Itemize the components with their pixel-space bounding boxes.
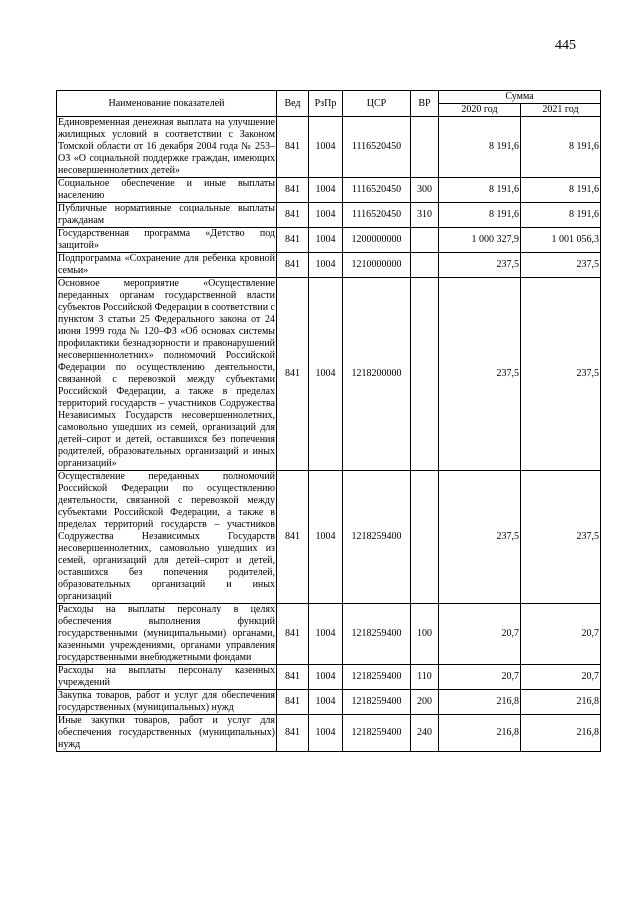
table-row (57, 604, 601, 665)
cell-ved: 841 (277, 690, 309, 715)
cell-csr: 1218259400 (343, 604, 411, 665)
cell-name: Единовременная денежная выплата на улучшение жилищных условий в соответствии с Законом Томской области от 16 декабря 2004 года № 253–ОЗ «О социальной поддержке граждан, имеющих несовершеннолетних детей» (58, 117, 275, 176)
table-row (57, 253, 601, 278)
header-sum: Сумма (439, 91, 601, 104)
cell-csr: 1218200000 (343, 278, 411, 471)
cell-sum-2021: 8 191,6 (521, 117, 601, 178)
header-name: Наименование показателей (57, 91, 277, 117)
cell-csr: 1218259400 (343, 715, 411, 752)
cell-ved: 841 (277, 178, 309, 203)
cell-vr (411, 278, 439, 471)
cell-name: Подпрограмма «Сохранение для ребенка кровной семьи» (58, 253, 275, 276)
cell-name: Государственная программа «Детство под защитой» (58, 228, 275, 251)
cell-csr: 1218259400 (343, 665, 411, 690)
cell-rzpr: 1004 (309, 278, 343, 471)
cell-sum-2021: 216,8 (521, 715, 601, 752)
cell-rzpr: 1004 (309, 690, 343, 715)
cell-sum-2021: 8 191,6 (521, 178, 601, 203)
cell-name: Осуществление переданных полномочий Российской Федерации по осуществлению деятельности, связанной с перевозкой между субъектами Российской Федерации, а также в пределах территорий государств – участников Содружества Независимых Государств несовершеннолетних, самовольно ушедших из семей, организаций для детей–сирот и детей, оставшихся без попечения родителей, образовательных организаций и иных организаций (58, 471, 275, 602)
cell-csr: 1218259400 (343, 690, 411, 715)
cell-csr: 1116520450 (343, 203, 411, 228)
table-row (57, 665, 601, 690)
cell-csr: 1116520450 (343, 178, 411, 203)
cell-vr (411, 471, 439, 604)
cell-sum-2020: 20,7 (439, 665, 521, 690)
cell-sum-2020: 237,5 (439, 471, 521, 604)
cell-rzpr: 1004 (309, 178, 343, 203)
header-year-2021: 2021 год (521, 104, 601, 117)
cell-name: Иные закупки товаров, работ и услуг для обеспечения государственных (муниципальных) нужд (58, 715, 275, 750)
cell-sum-2021: 20,7 (521, 604, 601, 665)
cell-ved: 841 (277, 715, 309, 752)
cell-sum-2020: 1 000 327,9 (439, 228, 521, 253)
table-row (57, 278, 601, 471)
header-vr: ВР (411, 91, 439, 117)
cell-sum-2020: 216,8 (439, 715, 521, 752)
table-row (57, 690, 601, 715)
cell-ved: 841 (277, 228, 309, 253)
cell-sum-2021: 8 191,6 (521, 203, 601, 228)
cell-rzpr: 1004 (309, 253, 343, 278)
cell-rzpr: 1004 (309, 715, 343, 752)
cell-ved: 841 (277, 665, 309, 690)
cell-name: Расходы на выплаты персоналу в целях обеспечения выполнения функций государственными (муниципальными) органами, казенными учреждениями, органами управления государственными внебюджетными фондами (58, 604, 275, 663)
cell-vr: 310 (411, 203, 439, 228)
header-rzpr: РзПр (309, 91, 343, 117)
cell-sum-2021: 237,5 (521, 278, 601, 471)
cell-sum-2021: 216,8 (521, 690, 601, 715)
cell-vr: 110 (411, 665, 439, 690)
cell-sum-2021: 1 001 056,3 (521, 228, 601, 253)
cell-name: Публичные нормативные социальные выплаты гражданам (58, 203, 275, 226)
table-row (57, 203, 601, 228)
cell-rzpr: 1004 (309, 117, 343, 178)
budget-table (56, 90, 601, 752)
cell-sum-2020: 237,5 (439, 278, 521, 471)
cell-ved: 841 (277, 278, 309, 471)
cell-sum-2021: 237,5 (521, 471, 601, 604)
table-row (57, 178, 601, 203)
cell-sum-2020: 8 191,6 (439, 203, 521, 228)
cell-rzpr: 1004 (309, 228, 343, 253)
cell-vr: 100 (411, 604, 439, 665)
cell-rzpr: 1004 (309, 471, 343, 604)
header-year-2020: 2020 год (439, 104, 521, 117)
cell-vr: 300 (411, 178, 439, 203)
cell-csr: 1116520450 (343, 117, 411, 178)
cell-csr: 1210000000 (343, 253, 411, 278)
cell-sum-2020: 237,5 (439, 253, 521, 278)
header-ved: Вед (277, 91, 309, 117)
cell-rzpr: 1004 (309, 604, 343, 665)
cell-name: Расходы на выплаты персоналу казенных учреждений (58, 665, 275, 688)
cell-name: Основное мероприятие «Осуществление переданных органам государственной власти субъектов Российской Федерации в соответствии с пунктом 3 статьи 25 Федерального закона от 24 июня 1999 года № 120–ФЗ «Об основах системы профилактики безнадзорности и правонарушений несовершеннолетних» полномочий Российской Федерации по осуществлению деятельности, связанной с перевозкой между субъектами Российской Федерации, а также в пределах территорий государств – участников Содружества Независимых Государств несовершеннолетних, самовольно ушедших из семей, организаций для детей–сирот и детей, оставшихся без попечения родителей, образовательных организаций и иных организаций» (58, 278, 275, 469)
cell-ved: 841 (277, 117, 309, 178)
cell-sum-2021: 20,7 (521, 665, 601, 690)
cell-vr (411, 117, 439, 178)
cell-sum-2020: 8 191,6 (439, 178, 521, 203)
table-row (57, 471, 601, 604)
cell-rzpr: 1004 (309, 665, 343, 690)
cell-vr (411, 253, 439, 278)
cell-rzpr: 1004 (309, 203, 343, 228)
cell-name: Социальное обеспечение и иные выплаты населению (58, 178, 275, 201)
cell-csr: 1218259400 (343, 471, 411, 604)
cell-sum-2020: 20,7 (439, 604, 521, 665)
cell-vr (411, 228, 439, 253)
cell-sum-2021: 237,5 (521, 253, 601, 278)
cell-ved: 841 (277, 253, 309, 278)
table-row (57, 715, 601, 752)
cell-csr: 1200000000 (343, 228, 411, 253)
cell-ved: 841 (277, 203, 309, 228)
header-csr: ЦСР (343, 91, 411, 117)
cell-ved: 841 (277, 604, 309, 665)
cell-sum-2020: 8 191,6 (439, 117, 521, 178)
table-row (57, 228, 601, 253)
table-body (57, 117, 601, 752)
table-row (57, 117, 601, 178)
cell-sum-2020: 216,8 (439, 690, 521, 715)
cell-vr: 240 (411, 715, 439, 752)
cell-name: Закупка товаров, работ и услуг для обеспечения государственных (муниципальных) нужд (58, 690, 275, 713)
page-number: 445 (555, 38, 576, 53)
cell-vr: 200 (411, 690, 439, 715)
cell-ved: 841 (277, 471, 309, 604)
